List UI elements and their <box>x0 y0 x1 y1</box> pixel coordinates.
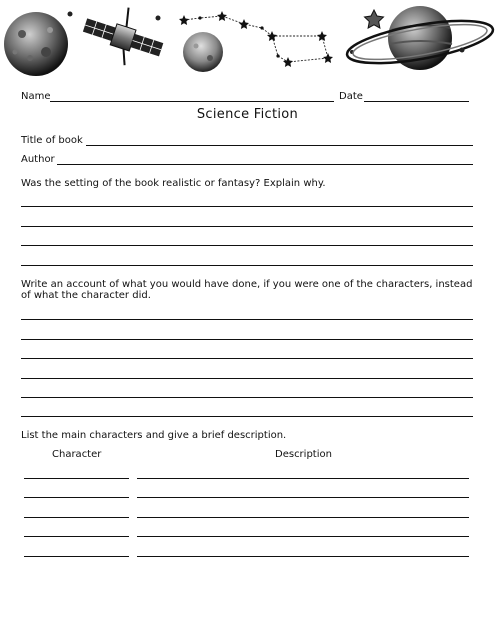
answer-line[interactable] <box>21 339 473 340</box>
question-characters: List the main characters and give a brief description. <box>21 430 287 441</box>
book-title-label: Title of book <box>21 135 83 146</box>
answer-line[interactable] <box>21 378 473 379</box>
character-line[interactable] <box>24 497 129 498</box>
answer-line[interactable] <box>21 319 473 320</box>
answer-line[interactable] <box>21 397 473 398</box>
character-column-header: Character <box>52 449 102 460</box>
page-title: Science Fiction <box>196 107 299 122</box>
character-line[interactable] <box>24 536 129 537</box>
name-label: Name <box>21 91 51 102</box>
question-setting: Was the setting of the book realistic or fantasy? Explain why. <box>21 178 326 189</box>
character-line[interactable] <box>24 556 129 557</box>
space-illustration-banner <box>0 0 495 80</box>
author-line[interactable] <box>57 164 473 165</box>
date-label: Date <box>339 91 363 102</box>
answer-line[interactable] <box>21 226 473 227</box>
answer-line[interactable] <box>21 206 473 207</box>
description-line[interactable] <box>137 536 469 537</box>
answer-line[interactable] <box>21 265 473 266</box>
name-line[interactable] <box>50 101 334 102</box>
answer-line[interactable] <box>21 358 473 359</box>
ringed-planet-icon <box>344 6 495 72</box>
date-line[interactable] <box>364 101 469 102</box>
description-column-header: Description <box>275 449 332 460</box>
description-line[interactable] <box>137 497 469 498</box>
star-icon <box>350 10 384 54</box>
satellite-icon <box>77 0 170 74</box>
description-line[interactable] <box>137 517 469 518</box>
description-line[interactable] <box>137 556 469 557</box>
character-line[interactable] <box>24 517 129 518</box>
planet-icon <box>183 32 223 72</box>
author-label: Author <box>21 154 55 165</box>
description-line[interactable] <box>137 478 469 479</box>
answer-line[interactable] <box>21 416 473 417</box>
question-account: Write an account of what you would have done, if you were one of the characters, instead of what the character did. <box>21 279 473 301</box>
character-line[interactable] <box>24 478 129 479</box>
book-title-line[interactable] <box>86 145 473 146</box>
moon-icon <box>4 12 73 77</box>
answer-line[interactable] <box>21 245 473 246</box>
